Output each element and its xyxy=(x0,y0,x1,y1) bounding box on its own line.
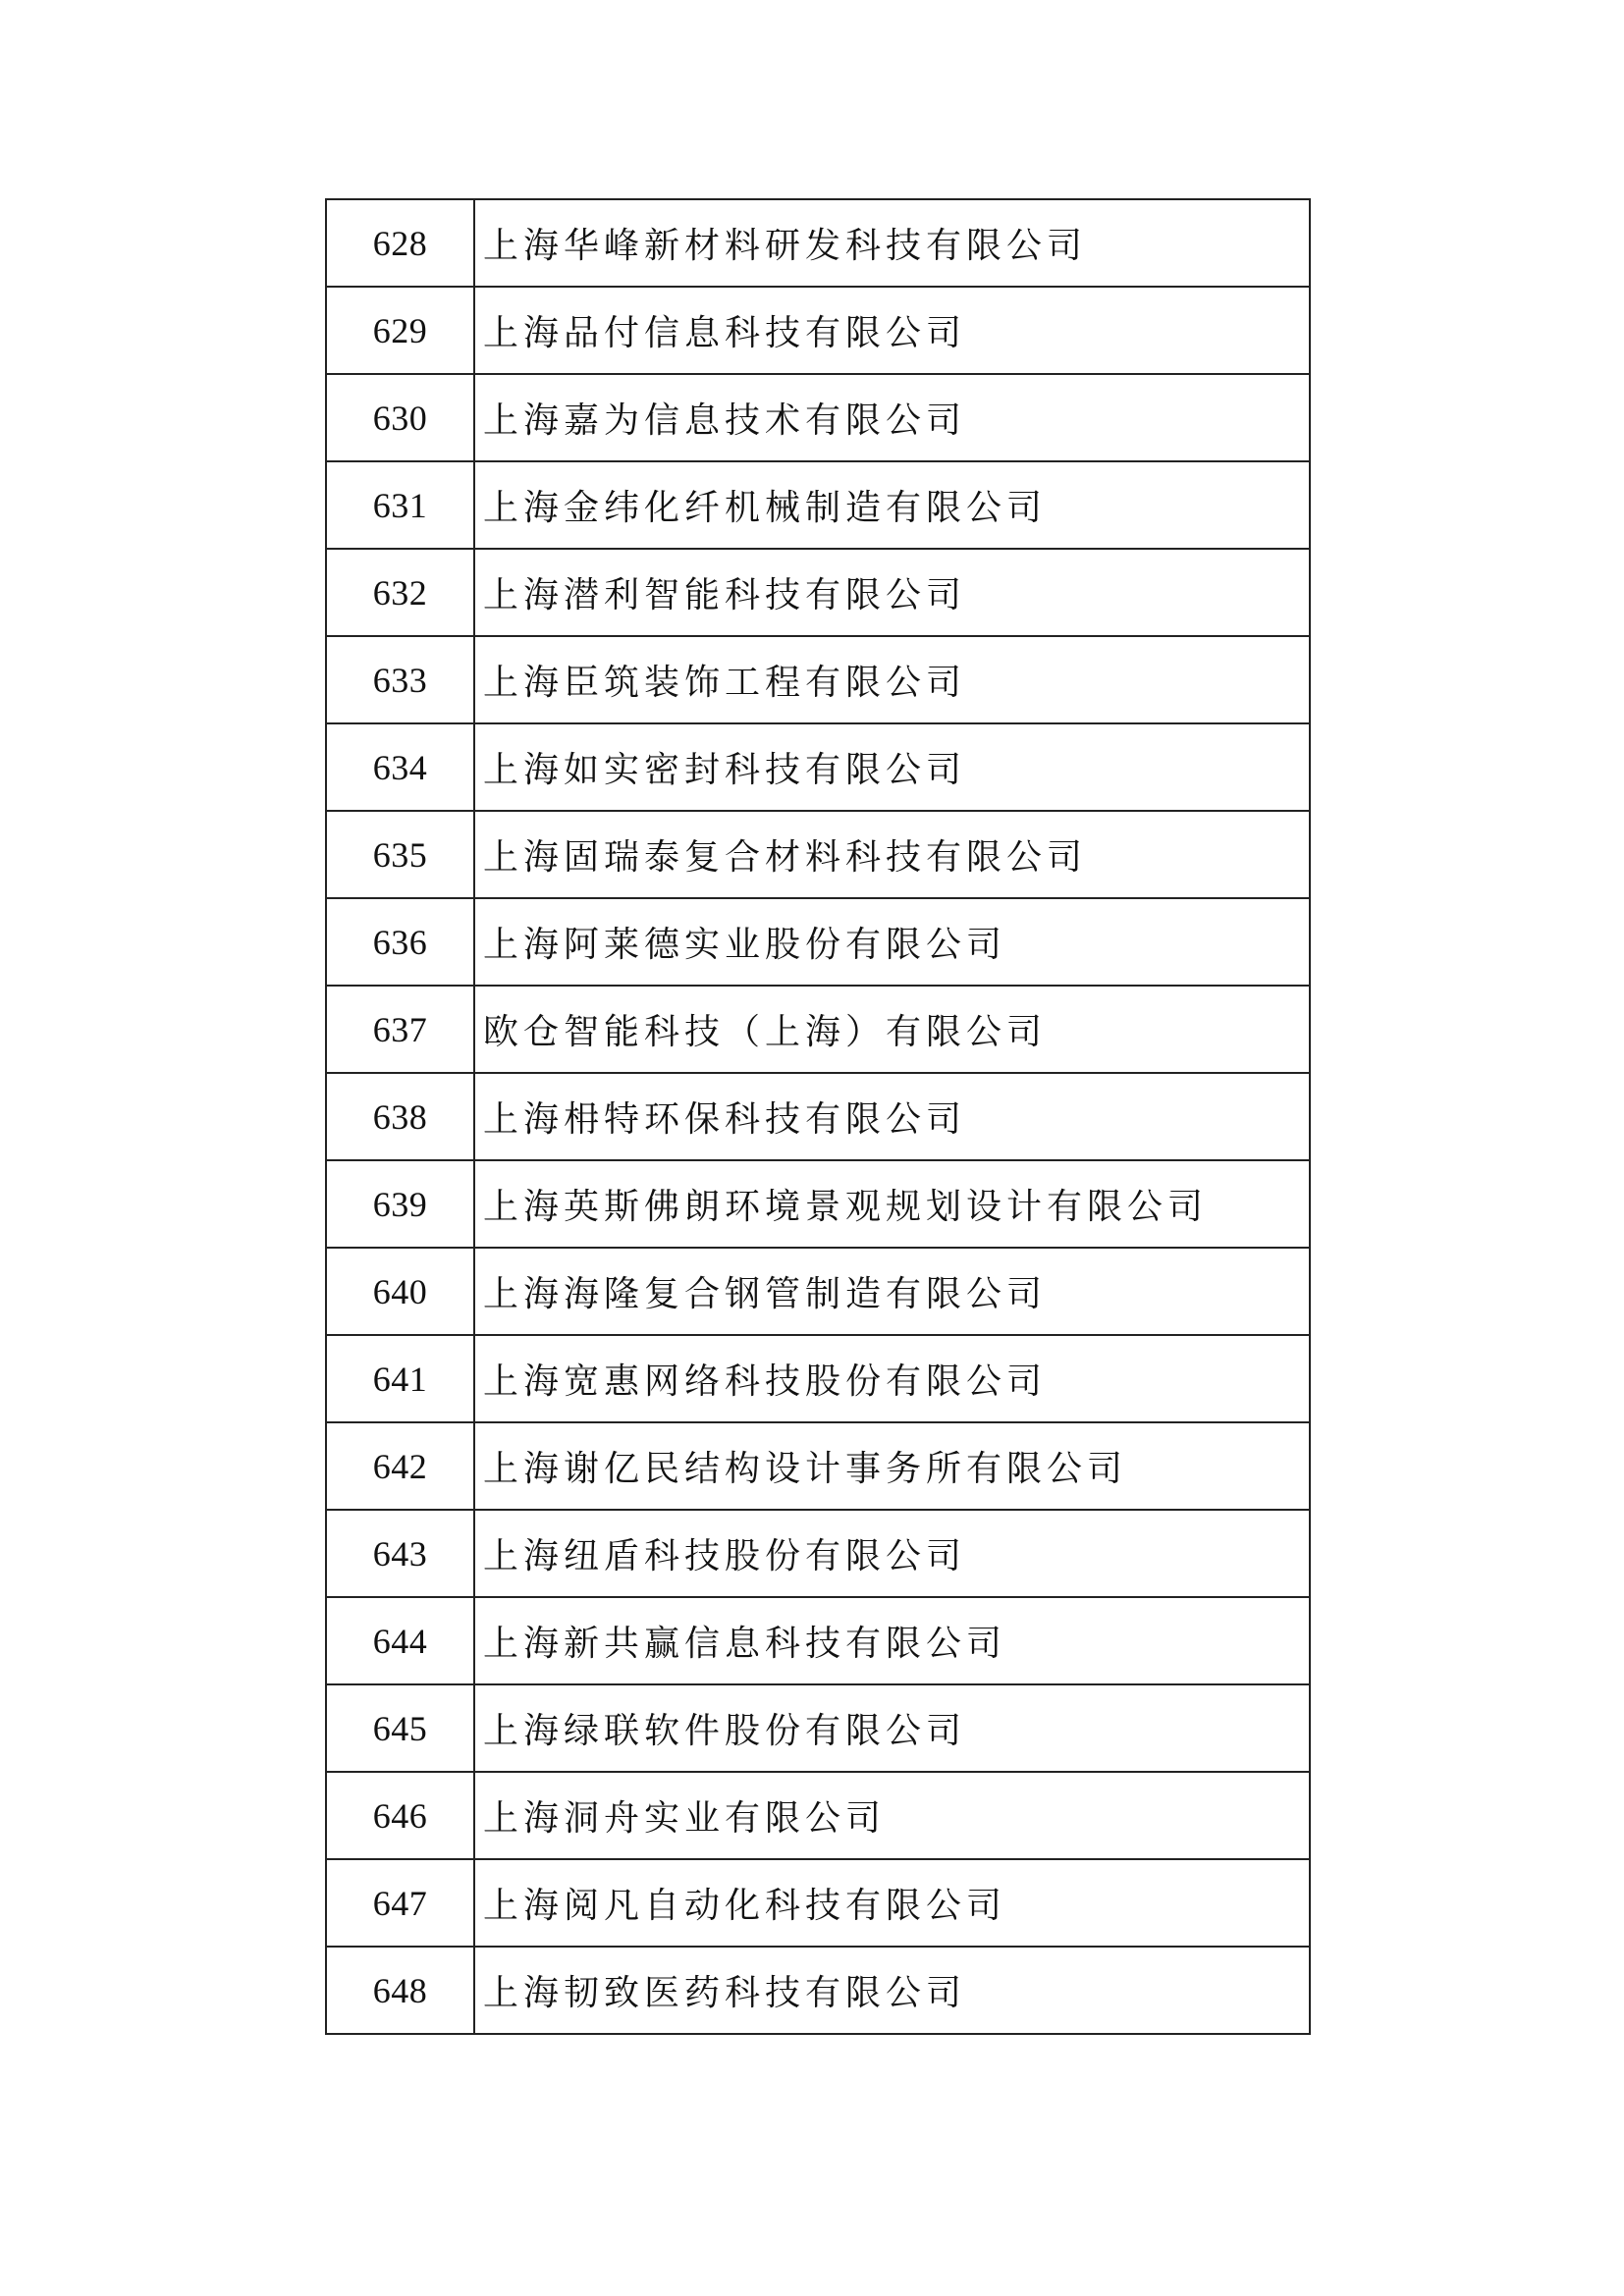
company-name: 上海绿联软件股份有限公司 xyxy=(474,1684,1310,1772)
table-row xyxy=(326,1947,1310,2034)
row-number: 631 xyxy=(326,461,474,549)
row-number: 646 xyxy=(326,1772,474,1859)
company-name: 上海新共赢信息科技有限公司 xyxy=(474,1597,1310,1684)
row-number: 633 xyxy=(326,636,474,723)
row-number: 640 xyxy=(326,1248,474,1335)
table-row xyxy=(326,1597,1310,1684)
row-number: 644 xyxy=(326,1597,474,1684)
table-row xyxy=(326,199,1310,287)
company-name: 上海如实密封科技有限公司 xyxy=(474,723,1310,811)
table-row xyxy=(326,811,1310,898)
company-name: 上海纽盾科技股份有限公司 xyxy=(474,1510,1310,1597)
company-name: 上海固瑞泰复合材料科技有限公司 xyxy=(474,811,1310,898)
company-name: 上海谢亿民结构设计事务所有限公司 xyxy=(474,1422,1310,1510)
company-name: 上海臣筑装饰工程有限公司 xyxy=(474,636,1310,723)
row-number: 642 xyxy=(326,1422,474,1510)
row-number: 634 xyxy=(326,723,474,811)
company-name: 上海阿莱德实业股份有限公司 xyxy=(474,898,1310,986)
table-row xyxy=(326,898,1310,986)
company-name: 上海品付信息科技有限公司 xyxy=(474,287,1310,374)
row-number: 639 xyxy=(326,1160,474,1248)
company-name: 上海海隆复合钢管制造有限公司 xyxy=(474,1248,1310,1335)
company-name: 上海洞舟实业有限公司 xyxy=(474,1772,1310,1859)
company-name: 欧仓智能科技（上海）有限公司 xyxy=(474,986,1310,1073)
company-name: 上海金纬化纤机械制造有限公司 xyxy=(474,461,1310,549)
company-list-table xyxy=(325,198,1311,2035)
company-name: 上海阅凡自动化科技有限公司 xyxy=(474,1859,1310,1947)
table-row xyxy=(326,723,1310,811)
company-name: 上海英斯佛朗环境景观规划设计有限公司 xyxy=(474,1160,1310,1248)
row-number: 637 xyxy=(326,986,474,1073)
row-number: 629 xyxy=(326,287,474,374)
table-row xyxy=(326,549,1310,636)
row-number: 647 xyxy=(326,1859,474,1947)
company-name: 上海枏特环保科技有限公司 xyxy=(474,1073,1310,1160)
company-name: 上海嘉为信息技术有限公司 xyxy=(474,374,1310,461)
table-row xyxy=(326,461,1310,549)
table-row xyxy=(326,1160,1310,1248)
table-row xyxy=(326,1073,1310,1160)
table-row xyxy=(326,636,1310,723)
row-number: 636 xyxy=(326,898,474,986)
row-number: 641 xyxy=(326,1335,474,1422)
table-row xyxy=(326,1859,1310,1947)
table-body xyxy=(326,199,1310,2034)
table-row xyxy=(326,1422,1310,1510)
company-name: 上海宽惠网络科技股份有限公司 xyxy=(474,1335,1310,1422)
table-row xyxy=(326,986,1310,1073)
table-row xyxy=(326,1772,1310,1859)
company-name: 上海潜利智能科技有限公司 xyxy=(474,549,1310,636)
row-number: 648 xyxy=(326,1947,474,2034)
row-number: 645 xyxy=(326,1684,474,1772)
row-number: 635 xyxy=(326,811,474,898)
table-row xyxy=(326,1684,1310,1772)
company-name: 上海韧致医药科技有限公司 xyxy=(474,1947,1310,2034)
row-number: 638 xyxy=(326,1073,474,1160)
row-number: 632 xyxy=(326,549,474,636)
table-row xyxy=(326,374,1310,461)
row-number: 628 xyxy=(326,199,474,287)
row-number: 630 xyxy=(326,374,474,461)
table-row xyxy=(326,1510,1310,1597)
table-row xyxy=(326,1248,1310,1335)
table-row xyxy=(326,1335,1310,1422)
company-name: 上海华峰新材料研发科技有限公司 xyxy=(474,199,1310,287)
table-row xyxy=(326,287,1310,374)
row-number: 643 xyxy=(326,1510,474,1597)
